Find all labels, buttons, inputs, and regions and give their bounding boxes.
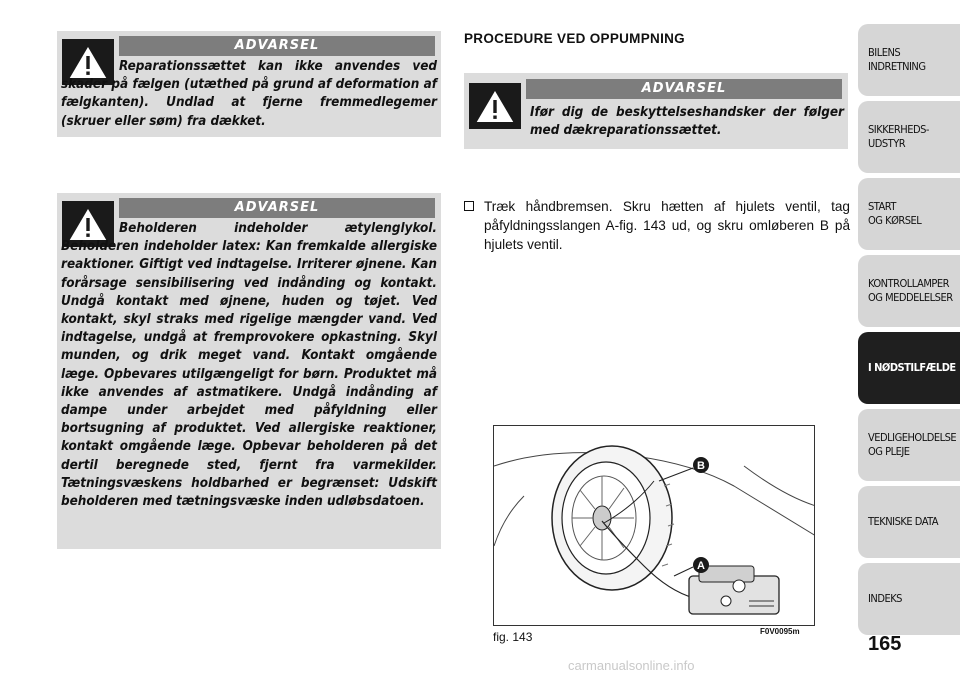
tab-tekniske-data[interactable]: [858, 486, 960, 558]
warning-label: ADVARSEL: [119, 198, 435, 218]
warning-triangle-icon: [469, 83, 521, 129]
tab-label-line1: TEKNISKE DATA: [868, 515, 939, 528]
tab-start-og-korsel[interactable]: [858, 178, 960, 250]
figure-tyre-inflation: [493, 425, 815, 626]
warning-text: Reparationssættet kan ikke anvendes ved skader på fælgen (utæthed på grund af deformation af fælgkanten). Undlad at fjerne fremmedlegemer (skruer eller søm) fra dækket.: [61, 59, 437, 129]
tab-label-line1: START: [868, 200, 896, 213]
instruction-text: Træk håndbremsen. Skru hætten af hjulets ventil, tag påfyldningsslangen A-fig. 143 ud, og skru omløberen B på hjulets ventil.: [484, 199, 850, 252]
tab-label-line2: OG PLEJE: [868, 445, 910, 458]
tab-sikkerhedsudstyr[interactable]: [858, 101, 960, 173]
tab-label-line1: KONTROLLAMPER: [868, 277, 949, 290]
checkbox-bullet-icon: [464, 201, 474, 211]
tab-vedligeholdelse[interactable]: [858, 409, 960, 481]
section-heading: PROCEDURE VED OPPUMPNING: [464, 31, 685, 46]
tab-label-line2: UDSTYR: [868, 137, 906, 150]
figure-code: F0V0095m: [760, 627, 800, 636]
tab-label-line2: OG MEDDELELSER: [868, 291, 953, 304]
warning-text: Ifør dig de beskyttelseshandsker der følger med dækreparationssættet.: [530, 105, 844, 139]
tab-kontrollamper[interactable]: [858, 255, 960, 327]
page-number: 165: [868, 633, 902, 655]
tab-label-line1: SIKKERHEDS-: [868, 123, 929, 136]
warning-box-rim-damage: [57, 31, 441, 137]
tab-indeks[interactable]: [858, 563, 960, 635]
warning-label: ADVARSEL: [119, 36, 435, 56]
tab-label-line1: INDEKS: [868, 592, 902, 605]
tab-label-line2: OG KØRSEL: [868, 214, 922, 227]
figure-caption: fig. 143: [493, 630, 533, 644]
tab-label-line1: BILENS: [868, 46, 901, 59]
warning-text: Beholderen indeholder ætylenglykol. Beholderen indeholder latex: Kan fremkalde allergiske reaktioner. Giftigt ved indtagelse. Irriterer øjnene. Kan forårsage sensibilisering ved indånding og kontakt. Undgå kontakt med øjnene, huden og tøjet. Ved kontakt, skyl straks med rigelige mængder vand. Ved indtagelse, undgå at fremprovokere opkastning. Skyl munden, og drik meget vand. Kontakt omgående læge. Opbevares utilgængeligt for børn. Produktet må ikke anvendes af astmatikere. Undgå indånding af dampe under arbejdet med påfyldning eller bortsugning af produktet. Ved allergiske reaktioner, kontakt omgående læge. Opbevar beholderen på det dertil beregnede sted, fjernt fra varmekilder. Tætningsvæskens holdbarhed er begrænset: Udskift beholderen med tætningsvæske inden udløbsdatoen.: [61, 221, 437, 510]
tab-bilens-indretning[interactable]: [858, 24, 960, 96]
warning-box-gloves: [464, 73, 848, 149]
figure-label-b: B: [697, 460, 705, 472]
tab-i-nodstilfaelde[interactable]: [858, 332, 960, 404]
tab-label-line2: INDRETNING: [868, 60, 926, 73]
watermark: carmanualsonline.info: [568, 658, 695, 673]
warning-label: ADVARSEL: [526, 79, 842, 99]
warning-box-container-contents: [57, 193, 441, 549]
tab-label-line1: I NØDSTILFÆLDE: [868, 361, 956, 374]
tab-label-line1: VEDLIGEHOLDELSE: [868, 431, 957, 444]
instruction-item: [464, 197, 850, 254]
tyre-compressor-illustration: [494, 426, 815, 626]
figure-label-a: A: [697, 560, 705, 572]
